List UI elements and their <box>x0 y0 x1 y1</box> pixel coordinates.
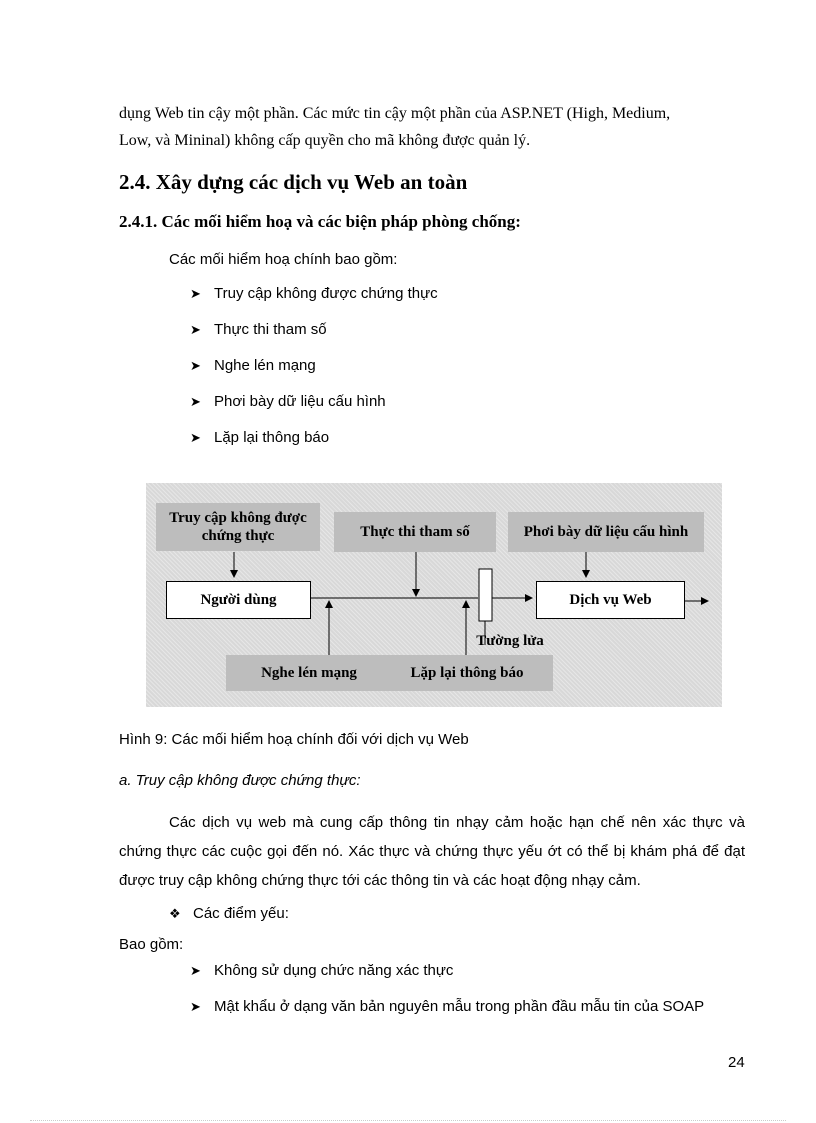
threat-box-unauthenticated: Truy cập không được chứng thực <box>156 503 320 551</box>
weakness-list-item <box>190 962 453 979</box>
section-heading: 2.4. Xây dựng các dịch vụ Web an toàn <box>119 170 468 194</box>
firewall-bar <box>479 569 492 621</box>
arrowhead-bullet-icon: ➤ <box>190 286 201 301</box>
threat-list-item <box>190 357 316 374</box>
body-paragraph: Các dịch vụ web mà cung cấp thông tin nhạy cảm hoặc hạn chế nên xác thực và chứng thực các cuộc gọi đến nó. Xác thực và chứng thực yếu ớt có thể bị khám phá để đạt được truy cập không chứng thực tới các thông tin và các hoạt động nhạy cảm. <box>119 814 745 889</box>
firewall-label: Tường lửa <box>476 633 544 649</box>
arrowhead-bullet-icon: ➤ <box>190 430 201 445</box>
threat-label: Phơi bày dữ liệu cấu hình <box>214 393 386 410</box>
threats-lead: Các mối hiểm hoạ chính bao gồm: <box>169 251 398 268</box>
threat-diagram <box>146 483 722 707</box>
threat-list-item <box>190 285 438 302</box>
page-number: 24 <box>728 1054 745 1071</box>
weakness-label: Mật khẩu ở dạng văn bản nguyên mẫu trong phần đầu mẫu tin của SOAP <box>214 998 705 1015</box>
arrowhead-bullet-icon: ➤ <box>190 999 201 1014</box>
threat-box-config: Phơi bày dữ liệu cấu hình <box>508 512 704 552</box>
weakness-heading-label: Các điểm yếu: <box>193 905 289 922</box>
threat-label: Thực thi tham số <box>214 321 327 338</box>
threat-list-item <box>190 321 327 338</box>
user-box: Người dùng <box>166 581 311 619</box>
arrowhead-bullet-icon: ➤ <box>190 358 201 373</box>
includes-label: Bao gồm: <box>119 936 184 953</box>
arrowhead-bullet-icon: ➤ <box>190 322 201 337</box>
threat-box-parameter: Thực thi tham số <box>334 512 496 552</box>
web-service-box: Dịch vụ Web <box>536 581 685 619</box>
arrowhead-bullet-icon: ➤ <box>190 963 201 978</box>
threat-label: Nghe lén mạng <box>214 357 316 374</box>
intro-line-1: dụng Web tin cậy một phần. Các mức tin cậy một phần của ASP.NET (High, Medium, <box>119 105 671 122</box>
diamond-bullet-icon: ❖ <box>169 906 181 921</box>
intro-line-2: Low, và Mininal) không cấp quyền cho mã không được quản lý. <box>119 132 531 149</box>
page-bottom-rule <box>30 1120 786 1121</box>
threat-list-item <box>190 393 386 410</box>
weakness-list-item <box>190 998 704 1015</box>
threat-label: Lặp lại thông báo <box>214 429 330 446</box>
subsection-heading: 2.4.1. Các mối hiểm hoạ và các biện pháp phòng chống: <box>119 212 521 231</box>
subsection-a-title: a. Truy cập không được chứng thực: <box>119 772 361 789</box>
threat-list-item <box>190 429 329 446</box>
threat-label: Truy cập không được chứng thực <box>214 285 438 302</box>
weakness-label: Không sử dụng chức năng xác thực <box>214 962 454 979</box>
threat-box-sniffing: Nghe lén mạng <box>226 655 392 691</box>
weakness-heading <box>169 905 289 922</box>
threat-box-replay: Lặp lại thông báo <box>381 655 553 691</box>
figure-caption: Hình 9: Các mối hiểm hoạ chính đối với dịch vụ Web <box>119 731 469 748</box>
arrowhead-bullet-icon: ➤ <box>190 394 201 409</box>
